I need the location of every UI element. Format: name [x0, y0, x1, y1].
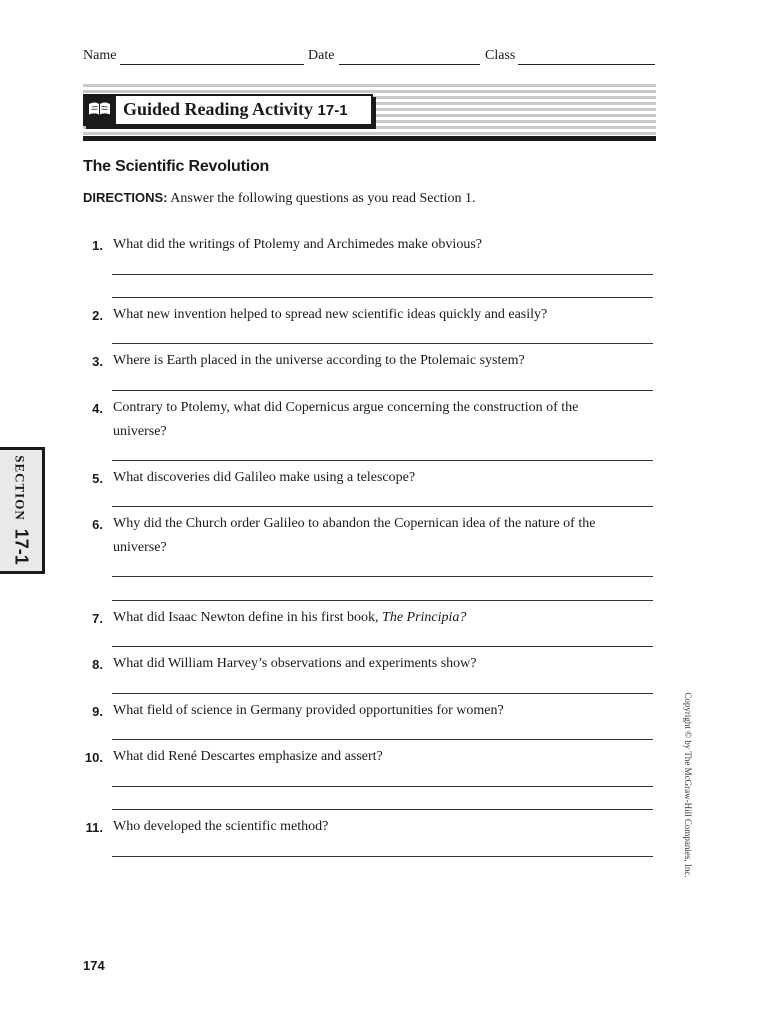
answer-line[interactable] — [112, 297, 653, 298]
class-label: Class — [485, 48, 516, 63]
question-text: Where is Earth placed in the universe according to the Ptolemaic system? — [113, 353, 525, 368]
section-side-tab — [0, 447, 45, 574]
question-text-line2: universe? — [113, 424, 167, 439]
activity-title-label: Guided Reading Activity — [123, 99, 314, 119]
question-number: 9. — [92, 704, 103, 719]
question-text: What discoveries did Galileo make using a telescope? — [113, 470, 416, 485]
directions-text: Answer the following questions as you read Section 1. — [170, 191, 476, 206]
question-text-prefix: What did Isaac Newton define in his first book, — [113, 610, 383, 625]
question-text-line2: universe? — [113, 540, 167, 555]
question-text: What did the writings of Ptolemy and Archimedes make obvious? — [113, 237, 482, 252]
answer-line[interactable] — [112, 506, 653, 507]
question-number: 4. — [92, 401, 103, 416]
answer-line[interactable] — [112, 809, 653, 810]
question-number: 3. — [92, 354, 103, 369]
question-text: What field of science in Germany provided opportunities for women? — [113, 703, 504, 718]
question-text: What new invention helped to spread new scientific ideas quickly and easily? — [113, 307, 548, 322]
answer-line[interactable] — [112, 274, 653, 275]
question-number: 5. — [92, 471, 103, 486]
date-label: Date — [308, 48, 335, 63]
banner-rule — [83, 136, 656, 141]
question-text-line1: Why did the Church order Galileo to abandon the Copernican idea of the nature of the — [113, 516, 596, 531]
name-label: Name — [83, 48, 117, 63]
question-number: 10. — [84, 750, 103, 765]
question-text: What did William Harvey’s observations and experiments show? — [113, 656, 477, 671]
answer-line[interactable] — [112, 693, 653, 694]
directions — [83, 190, 475, 207]
question-number: 6. — [92, 517, 103, 532]
side-tab-panel — [0, 450, 42, 571]
question-number: 7. — [92, 611, 103, 626]
activity-number: 17-1 — [317, 102, 348, 119]
question-text: Who developed the scientific method? — [113, 819, 329, 834]
question-number: 11. — [85, 820, 103, 835]
question-number: 8. — [92, 657, 103, 672]
activity-title-box — [83, 94, 373, 126]
name-field[interactable] — [120, 64, 304, 65]
directions-label: DIRECTIONS: — [83, 190, 168, 205]
answer-line[interactable] — [112, 600, 653, 601]
question-number: 1. — [92, 238, 103, 253]
answer-line[interactable] — [112, 343, 653, 344]
side-tab-label — [11, 455, 32, 565]
answer-line[interactable] — [112, 646, 653, 647]
question-number: 2. — [92, 308, 103, 323]
answer-line[interactable] — [112, 856, 653, 857]
class-field[interactable] — [518, 64, 655, 65]
book-icon — [83, 94, 116, 126]
answer-line[interactable] — [112, 460, 653, 461]
header-fields — [83, 48, 655, 68]
page-number: 174 — [83, 958, 105, 973]
copyright-notice: Copyright © by The McGraw-Hill Companies, Inc. — [683, 692, 693, 878]
side-tab-number: 17-1 — [11, 528, 32, 565]
question-text-line1: Contrary to Ptolemy, what did Copernicus argue concerning the construction of the — [113, 400, 579, 415]
question-text: What did René Descartes emphasize and assert? — [113, 749, 383, 764]
question-text — [113, 606, 466, 629]
book-title: The Principia? — [382, 610, 467, 625]
activity-title — [123, 99, 348, 120]
answer-line[interactable] — [112, 786, 653, 787]
section-title: The Scientific Revolution — [83, 158, 270, 175]
answer-line[interactable] — [112, 739, 653, 740]
side-tab-word: SECTION — [12, 455, 28, 521]
answer-line[interactable] — [112, 390, 653, 391]
activity-banner — [83, 84, 656, 143]
answer-line[interactable] — [112, 576, 653, 577]
date-field[interactable] — [339, 64, 480, 65]
